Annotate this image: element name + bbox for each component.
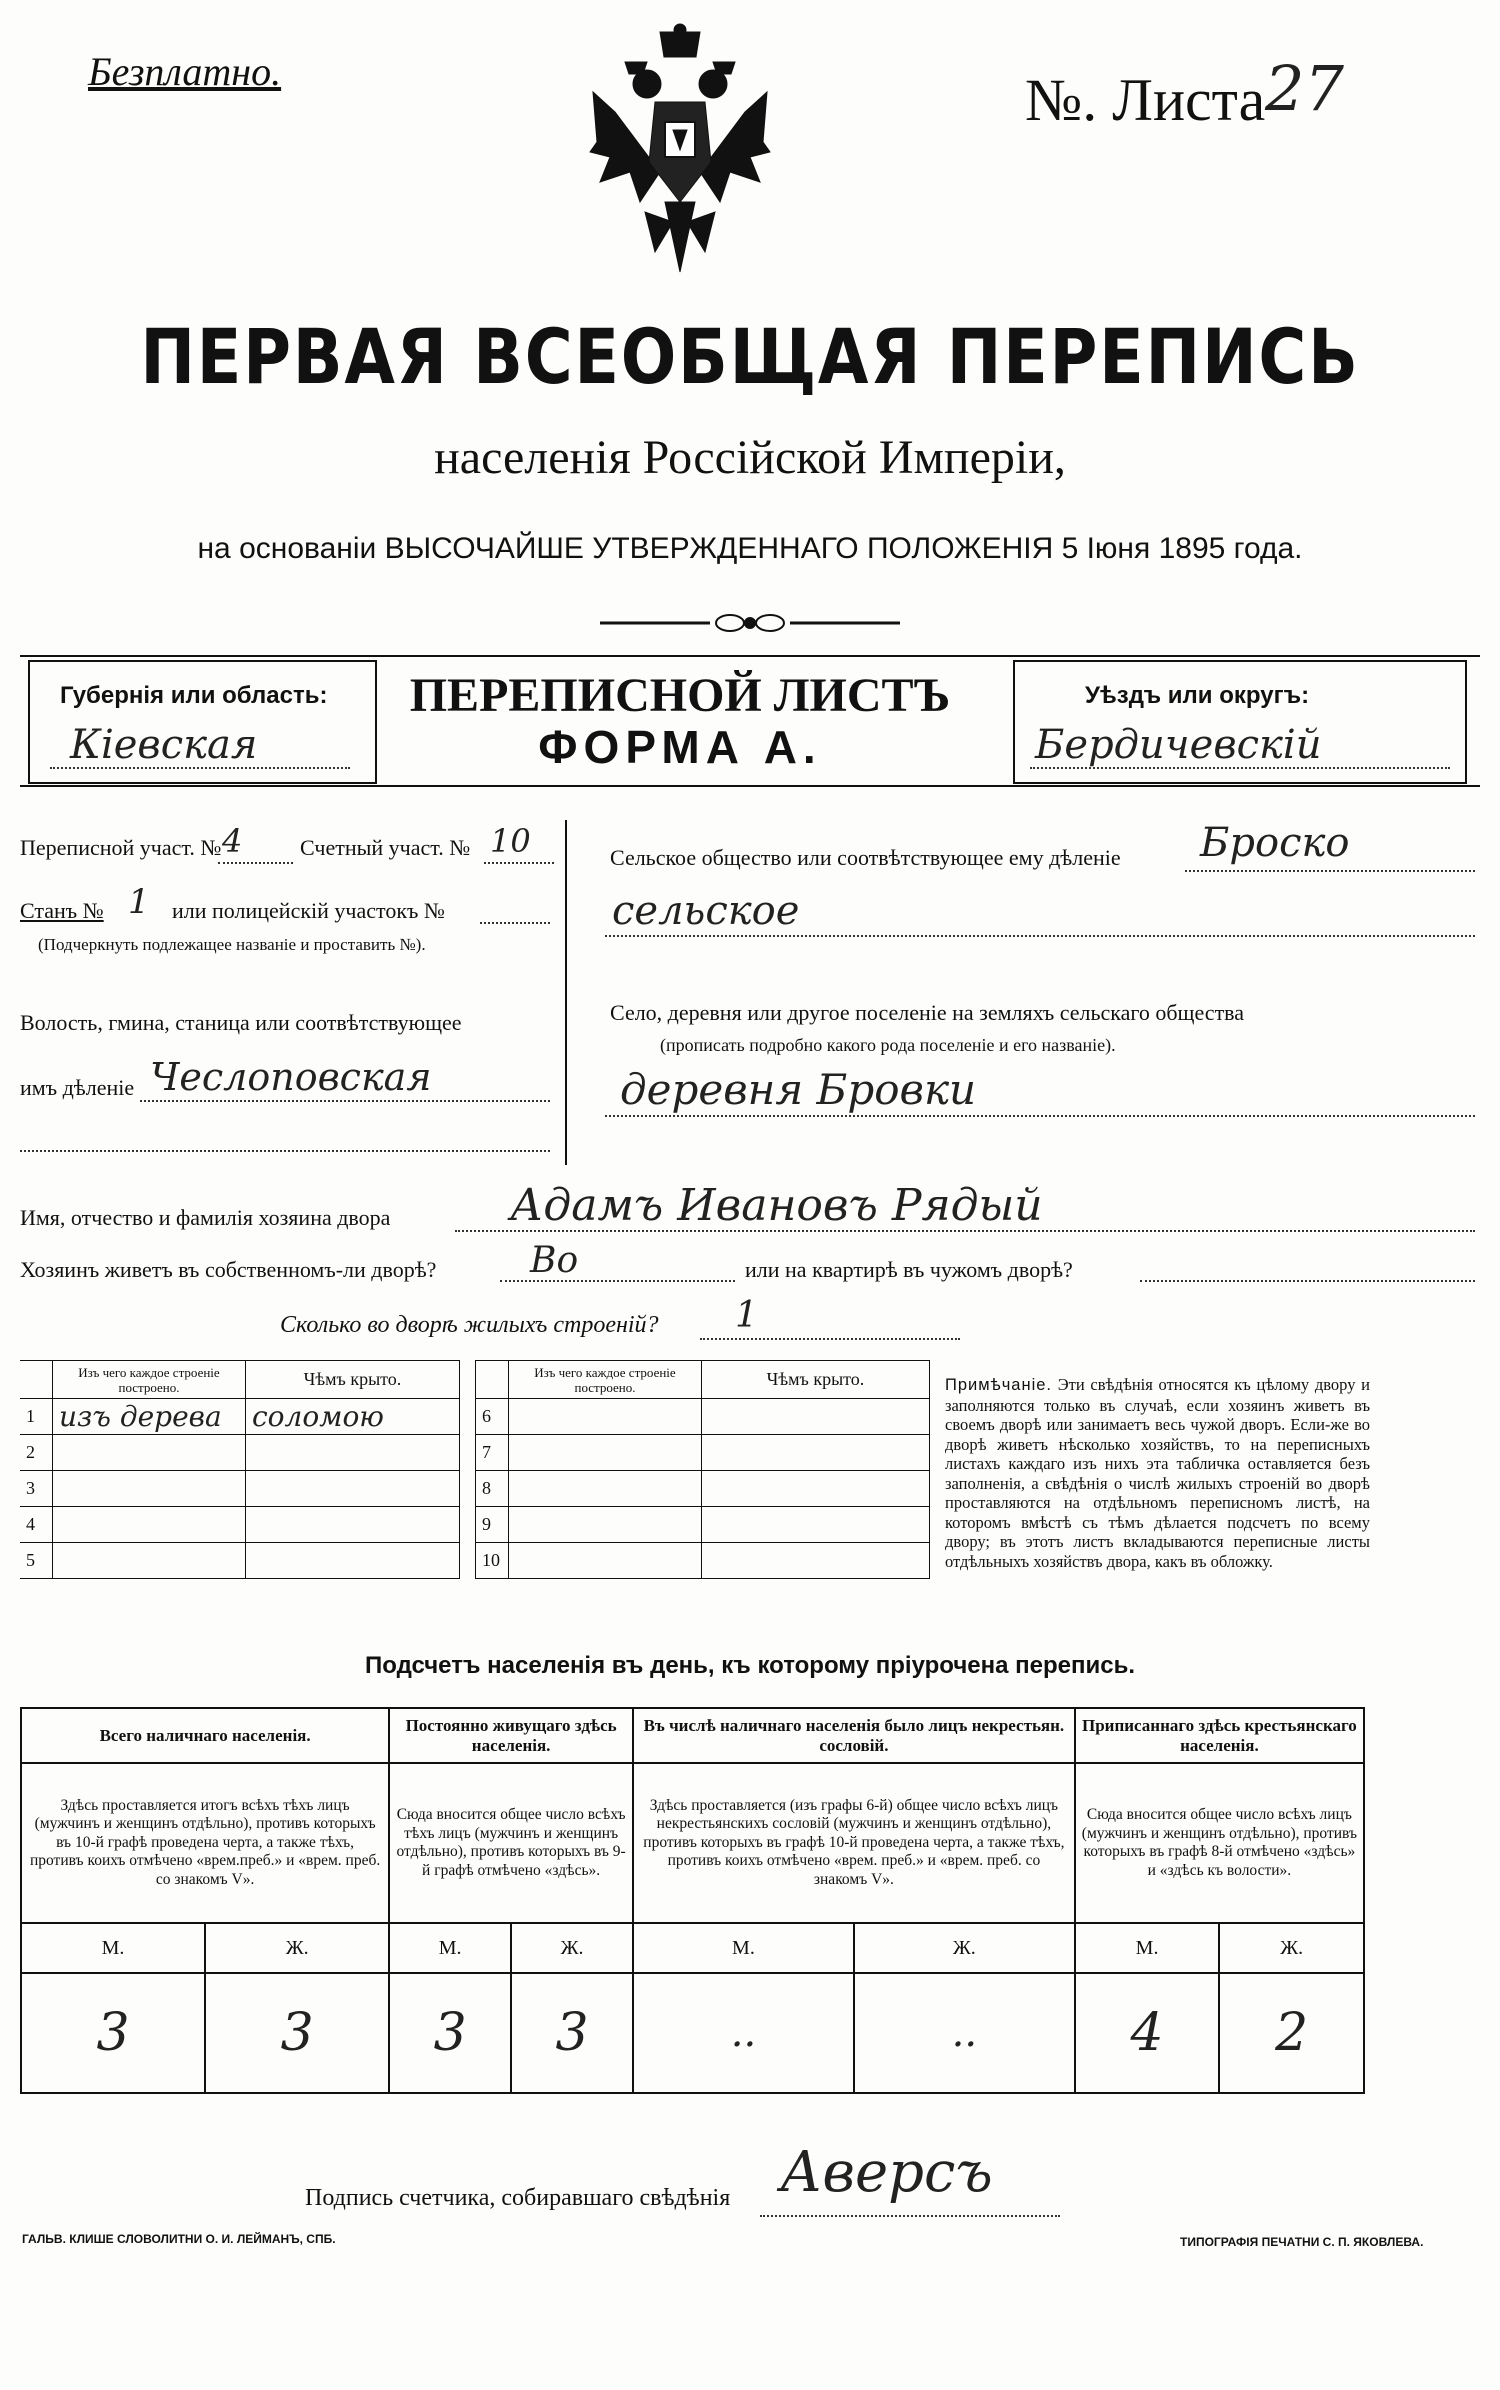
count-section-label: Счетный участ. № <box>300 835 471 860</box>
remark-text: Эти свѣдѣнія относятся къ цѣлому двору и заполняются только въ случаѣ, если хозяинъ живетъ въ своемъ дворѣ или занимаетъ весь чужой дворъ. Если-же во дворѣ живетъ нѣсколько хозяйствъ, то на переписныхъ листахъ каждаго изъ нихъ эта табличка оставляется безъ заполненія, а свѣдѣнія о числѣ жилыхъ строеній во дворѣ проставляются на отдѣльномъ переписномъ листѣ, на которомъ вмѣстѣ съ тѣмъ дѣлается подсчетъ по всему двору; въ этотъ листъ вкладываются переписные листы отдѣльныхъ хозяйствъ двора, какъ въ обложку. <box>945 1375 1370 1571</box>
group-title: Въ числѣ наличнаго населенія было лицъ некрестьян. сословій. <box>633 1708 1075 1763</box>
enumerator-signature: Аверсъ <box>780 2140 993 2205</box>
buildings-table-left <box>20 1360 460 1579</box>
volost-label-2: имъ дѣленіе <box>20 1075 135 1100</box>
col-material-header: Изъ чего каждое строеніе построено. <box>509 1361 702 1399</box>
female-header: Ж. <box>1219 1923 1364 1973</box>
group-description: Здѣсь проставляется итогъ всѣхъ тѣхъ лицъ (мужчинъ и женщинъ отдѣльно), противъ которыхъ въ 10-й графѣ проведена черта, а также тѣхъ, противъ коихъ отмѣчено «врем.преб.» и «врем. преб. со знакомъ V». <box>21 1763 389 1923</box>
census-basis-line: на основаніи ВЫСОЧАЙШЕ УТВЕРЖДЕННАГО ПОЛОЖЕНІЯ 5 Іюня 1895 года. <box>197 532 1303 565</box>
group-description: Здѣсь проставляется (изъ графы 6-й) общее число всѣхъ лицъ некрестьянскихъ сословій (мужчинъ и женщинъ отдѣльно), противъ которыхъ въ графѣ 10-й проведена черта, а также тѣхъ, противъ коихъ отмѣчено «врем. преб.» и «врем. преб. со знакомъ V». <box>633 1763 1075 1923</box>
society-label: Сельское общество или соотвѣтствующее ему дѣленіе <box>610 845 1121 870</box>
group-description: Сюда вносится общее число всѣхъ лицъ (мужчинъ и женщинъ отдѣльно), противъ которыхъ въ графѣ 8-й отмѣчено «здѣсь» и «здѣсь къ волости». <box>1075 1763 1364 1923</box>
roof-cell <box>702 1471 930 1507</box>
total-male: 3 <box>21 1973 205 2093</box>
col-roof-header: Чѣмъ крыто. <box>246 1361 460 1399</box>
owner-label: Имя, отчество и фамилія хозяина двора <box>20 1205 391 1230</box>
free-of-charge-label: Безплатно. <box>88 49 282 94</box>
material-cell <box>509 1399 702 1435</box>
roof-cell <box>702 1543 930 1579</box>
group-title: Постоянно живущаго здѣсь населенія. <box>389 1708 633 1763</box>
row-number: 9 <box>476 1507 509 1543</box>
volost-label-1: Волость, гмина, станица или соотвѣтствующее <box>20 1010 462 1035</box>
census-subtitle: населенія Россійской Имперіи, <box>434 431 1066 484</box>
roof-cell <box>246 1471 460 1507</box>
roof-cell <box>702 1399 930 1435</box>
permanent-male: 3 <box>389 1973 511 2093</box>
col-material-header: Изъ чего каждое строеніе построено. <box>53 1361 246 1399</box>
stan-label: Станъ № <box>20 898 104 923</box>
row-number: 5 <box>20 1543 53 1579</box>
census-section-label: Переписной участ. № <box>20 835 222 860</box>
buildings-count-value: 1 <box>735 1295 758 1336</box>
material-cell <box>53 1543 246 1579</box>
male-header: М. <box>633 1923 854 1973</box>
female-header: Ж. <box>205 1923 389 1973</box>
uezd-label: Уѣздъ или округъ: <box>1085 682 1310 709</box>
row-number: 2 <box>20 1435 53 1471</box>
non-peasant-female: .. <box>854 1973 1075 2093</box>
material-cell <box>53 1507 246 1543</box>
printer-left: ГАЛЬВ. КЛИШЕ СЛОВОЛИТНИ О. И. ЛЕЙМАНЪ, СПБ. <box>22 2232 336 2246</box>
uezd-box <box>1013 660 1467 784</box>
ornament-divider <box>600 608 900 638</box>
population-table <box>20 1707 1365 2094</box>
gubernia-value: Кіевская <box>70 722 258 768</box>
sheet-number-label: №. Листа <box>1025 67 1266 133</box>
male-header: М. <box>21 1923 205 1973</box>
group-description: Сюда вносится общее число всѣхъ тѣхъ лицъ (мужчинъ и женщинъ отдѣльно), противъ которыхъ въ 9-й графѣ отмѣчено «здѣсь». <box>389 1763 633 1923</box>
remark-block <box>945 1375 1370 1571</box>
rent-label: или на квартирѣ въ чужомъ дворѣ? <box>745 1257 1073 1282</box>
underline-note: (Подчеркнуть подлежащее названіе и проставить №). <box>38 935 426 954</box>
own-yard-value: Во <box>530 1240 579 1281</box>
row-number: 8 <box>476 1471 509 1507</box>
roof-cell: соломою <box>246 1399 460 1435</box>
own-yard-label: Хозяинъ живетъ въ собственномъ-ли дворѣ? <box>20 1257 437 1282</box>
society-value-1: Броско <box>1200 820 1350 866</box>
material-cell <box>509 1507 702 1543</box>
registered-female: 2 <box>1219 1973 1364 2093</box>
count-section-value: 10 <box>490 822 531 860</box>
census-section-value: 4 <box>222 822 243 860</box>
printer-right: ТИПОГРАФІЯ ПЕЧАТНИ С. П. ЯКОВЛЕВА. <box>1180 2235 1424 2249</box>
row-number: 10 <box>476 1543 509 1579</box>
female-header: Ж. <box>854 1923 1075 1973</box>
registered-male: 4 <box>1075 1973 1220 2093</box>
total-female: 3 <box>205 1973 389 2093</box>
row-number: 3 <box>20 1471 53 1507</box>
population-heading: Подсчетъ населенія въ день, къ которому пріурочена перепись. <box>365 1652 1135 1679</box>
village-note: (прописать подробно какого рода поселеніе и его названіе). <box>660 1035 1116 1055</box>
male-header: М. <box>389 1923 511 1973</box>
row-number: 7 <box>476 1435 509 1471</box>
row-number: 4 <box>20 1507 53 1543</box>
village-value: деревня Бровки <box>620 1065 977 1114</box>
col-roof-header: Чѣмъ крыто. <box>702 1361 930 1399</box>
form-title: ПЕРЕПИСНОЙ ЛИСТЪ <box>409 669 951 722</box>
stan-value: 1 <box>128 882 150 922</box>
non-peasant-male: .. <box>633 1973 854 2093</box>
male-header: М. <box>1075 1923 1220 1973</box>
census-title: ПЕРВАЯ ВСЕОБЩАЯ ПЕРЕПИСЬ <box>140 312 1360 401</box>
volost-value: Чеслоповская <box>150 1055 432 1099</box>
remark-title: Примѣчаніе. <box>945 1376 1053 1394</box>
roof-cell <box>246 1435 460 1471</box>
police-section-label: или полицейскій участокъ № <box>172 898 445 923</box>
row-number: 6 <box>476 1399 509 1435</box>
roof-cell <box>702 1507 930 1543</box>
roof-cell <box>702 1435 930 1471</box>
roof-cell <box>246 1507 460 1543</box>
female-header: Ж. <box>511 1923 633 1973</box>
group-title: Всего наличнаго населенія. <box>21 1708 389 1763</box>
material-cell <box>53 1435 246 1471</box>
uezd-value: Бердичевскій <box>1035 722 1322 768</box>
material-cell: изъ дерева <box>53 1399 246 1435</box>
gubernia-label: Губернія или область: <box>60 682 328 709</box>
permanent-female: 3 <box>511 1973 633 2093</box>
imperial-eagle-emblem <box>585 22 775 292</box>
gubernia-box <box>28 660 377 784</box>
buildings-count-label: Сколько во дворѣ жилыхъ строеній? <box>280 1312 659 1338</box>
material-cell <box>509 1471 702 1507</box>
row-number: 1 <box>20 1399 53 1435</box>
group-title: Приписаннаго здѣсь крестьянскаго населенія. <box>1075 1708 1364 1763</box>
signature-label: Подпись счетчика, собиравшаго свѣдѣнія <box>305 2185 731 2211</box>
owner-value: Адамъ Ивановъ Рядый <box>510 1180 1043 1231</box>
material-cell <box>509 1435 702 1471</box>
roof-cell <box>246 1543 460 1579</box>
material-cell <box>509 1543 702 1579</box>
form-name: ФОРМА А. <box>538 721 822 773</box>
buildings-table-right <box>475 1360 930 1579</box>
material-cell <box>53 1471 246 1507</box>
society-value-2: сельское <box>612 888 800 934</box>
village-label: Село, деревня или другое поселеніе на земляхъ сельскаго общества <box>610 1000 1245 1025</box>
sheet-number-value: 27 <box>1265 52 1344 125</box>
